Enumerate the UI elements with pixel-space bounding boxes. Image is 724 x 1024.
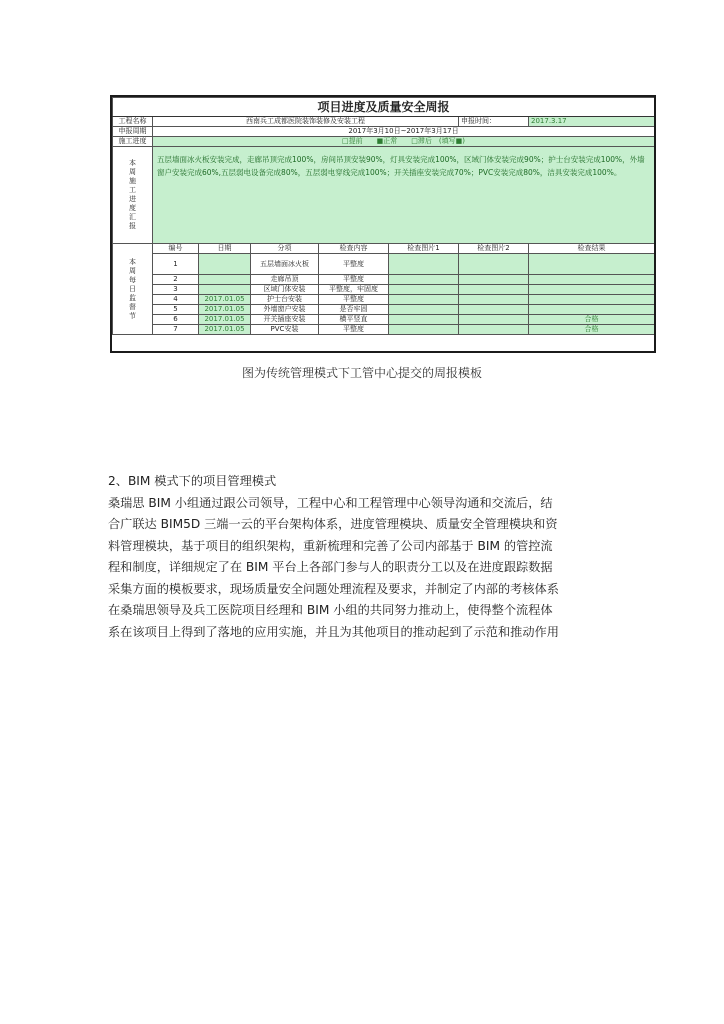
summary-label-char: 周 — [129, 168, 136, 176]
inspection-label — [113, 244, 153, 335]
inspection-label-char: 每 — [129, 275, 136, 284]
row-item: 开关插座安装 — [251, 315, 319, 325]
row-item: 护士台安装 — [251, 295, 319, 305]
row-content: 平整度 — [319, 295, 389, 305]
row-content: 平整度 — [319, 254, 389, 275]
inspection-label-char: 节 — [129, 311, 136, 320]
table-row — [113, 305, 655, 315]
report-time-label: 申报时间： — [459, 117, 529, 127]
row-photo-1 — [389, 315, 459, 325]
row-item: 区域门体安装 — [251, 285, 319, 295]
row-result — [529, 305, 655, 315]
row-number: 6 — [153, 315, 199, 325]
row-date — [199, 275, 251, 285]
table-row — [113, 315, 655, 325]
paragraph-line: 在桑瑞思领导及兵工医院项目经理和 BIM 小组的共同努力推动上，使得整个流程体 — [108, 603, 553, 617]
row-photo-2 — [459, 315, 529, 325]
row-date: 2017.01.05 — [199, 325, 251, 335]
row-photo-1 — [389, 305, 459, 315]
row-date: 2017.01.05 — [199, 315, 251, 325]
row-photo-1 — [389, 325, 459, 335]
row-content: 平整度 — [319, 325, 389, 335]
row-result — [529, 295, 655, 305]
table-row — [113, 285, 655, 295]
report-title: 项目进度及质量安全周报 — [113, 98, 655, 117]
row-result: 合格 — [529, 325, 655, 335]
column-header: 检查结果 — [529, 244, 655, 254]
inspection-label-char: 监 — [129, 293, 136, 302]
weekly-report-table-image — [110, 95, 656, 353]
row-number: 4 — [153, 295, 199, 305]
row-content: 是否牢固 — [319, 305, 389, 315]
row-photo-1 — [389, 295, 459, 305]
summary-label-char: 施 — [129, 177, 136, 185]
summary-label-char: 本 — [129, 159, 136, 167]
table-row — [113, 275, 655, 285]
paragraph-line: 程和制度，详细规定了在 BIM 平台上各部门参与人的职责分工以及在进度跟踪数据 — [108, 560, 553, 574]
section-heading: 2、BIM 模式下的项目管理模式 — [108, 474, 277, 488]
summary-label — [113, 147, 153, 244]
table-row — [113, 325, 655, 335]
row-item: PVC安装 — [251, 325, 319, 335]
section-body — [108, 471, 620, 643]
inspection-label-char: 周 — [129, 266, 136, 275]
summary-label-char: 汇 — [129, 213, 136, 221]
paragraph-line: 系在该项目上得到了落地的应用实施，并且为其他项目的推动起到了示范和推动作用 — [108, 624, 559, 639]
row-date: 2017.01.05 — [199, 305, 251, 315]
row-number: 7 — [153, 325, 199, 335]
row-item: 五层墙面冰火板 — [251, 254, 319, 275]
summary-label-char: 工 — [129, 186, 136, 194]
row-photo-2 — [459, 285, 529, 295]
row-date — [199, 285, 251, 295]
row-content: 平整度 — [319, 275, 389, 285]
column-header: 检查图片2 — [459, 244, 529, 254]
row-number: 5 — [153, 305, 199, 315]
summary-label-char: 度 — [129, 204, 136, 212]
summary-text: 五层墙面冰火板安装完成，走廊吊顶完成100%，房间吊顶安装90%，灯具安装完成100%，区域门体安装完成90%；护士台安装完成100%，外墙窗户安装完成60%,五层弱电设备完成80%，五层弱电穿线完成100%；开关插座安装完成70%；PVC安装完成80%，洁具安装完成100%。 — [153, 147, 655, 244]
row-content: 横平竖直 — [319, 315, 389, 325]
summary-label-char: 报 — [129, 222, 136, 230]
row-number: 1 — [153, 254, 199, 275]
period-value: 2017年3月10日~2017年3月17日 — [153, 127, 655, 137]
row-photo-2 — [459, 305, 529, 315]
period-label: 申报周期 — [113, 127, 153, 137]
inspection-label-char: 督 — [129, 302, 136, 311]
row-photo-2 — [459, 275, 529, 285]
progress-value: □提前 ■正常 □滞后 (填写■) — [153, 137, 655, 147]
table-row — [113, 295, 655, 305]
column-header: 分项 — [251, 244, 319, 254]
summary-label-char: 进 — [129, 195, 136, 203]
paragraph-line: 桑瑞思 BIM 小组通过跟公司领导，工程中心和工程管理中心领导沟通和交流后，结 — [108, 495, 553, 510]
column-header: 检查内容 — [319, 244, 389, 254]
inspection-label-char: 日 — [129, 284, 136, 293]
row-date: 2017.01.05 — [199, 295, 251, 305]
figure-caption: 图为传统管理模式下工管中心提交的周报模板 — [241, 366, 482, 380]
row-photo-2 — [459, 295, 529, 305]
inspection-label-char: 本 — [129, 257, 136, 266]
row-result — [529, 285, 655, 295]
paragraph-line: 采集方面的模板要求，现场质量安全问题处理流程及要求，并制定了内部的考核体系 — [108, 581, 559, 596]
row-number: 3 — [153, 285, 199, 295]
project-name-value: 西南兵工成都医院装饰装修及安装工程 — [153, 117, 459, 127]
row-result — [529, 254, 655, 275]
column-header: 日期 — [199, 244, 251, 254]
row-date — [199, 254, 251, 275]
project-name-label: 工程名称 — [113, 117, 153, 127]
row-result — [529, 275, 655, 285]
progress-label: 施工进度 — [113, 137, 153, 147]
row-photo-1 — [389, 285, 459, 295]
row-photo-2 — [459, 325, 529, 335]
row-photo-1 — [389, 275, 459, 285]
row-number: 2 — [153, 275, 199, 285]
paragraph-line: 料管理模块，基于项目的组织架构，重新梳理和完善了公司内部基于 BIM 的管控流 — [108, 538, 553, 553]
row-result: 合格 — [529, 315, 655, 325]
report-table — [112, 97, 655, 335]
column-header: 检查图片1 — [389, 244, 459, 254]
row-content: 平整度，牢固度 — [319, 285, 389, 295]
table-row — [113, 254, 655, 275]
paragraph-line: 合广联达 BIM5D 三端一云的平台架构体系，进度管理模块、质量安全管理模块和资 — [108, 517, 558, 531]
row-photo-1 — [389, 254, 459, 275]
row-item: 外墙窗户安装 — [251, 305, 319, 315]
row-photo-2 — [459, 254, 529, 275]
row-item: 走廊吊顶 — [251, 275, 319, 285]
report-time-value: 2017.3.17 — [529, 117, 655, 127]
column-header: 编号 — [153, 244, 199, 254]
